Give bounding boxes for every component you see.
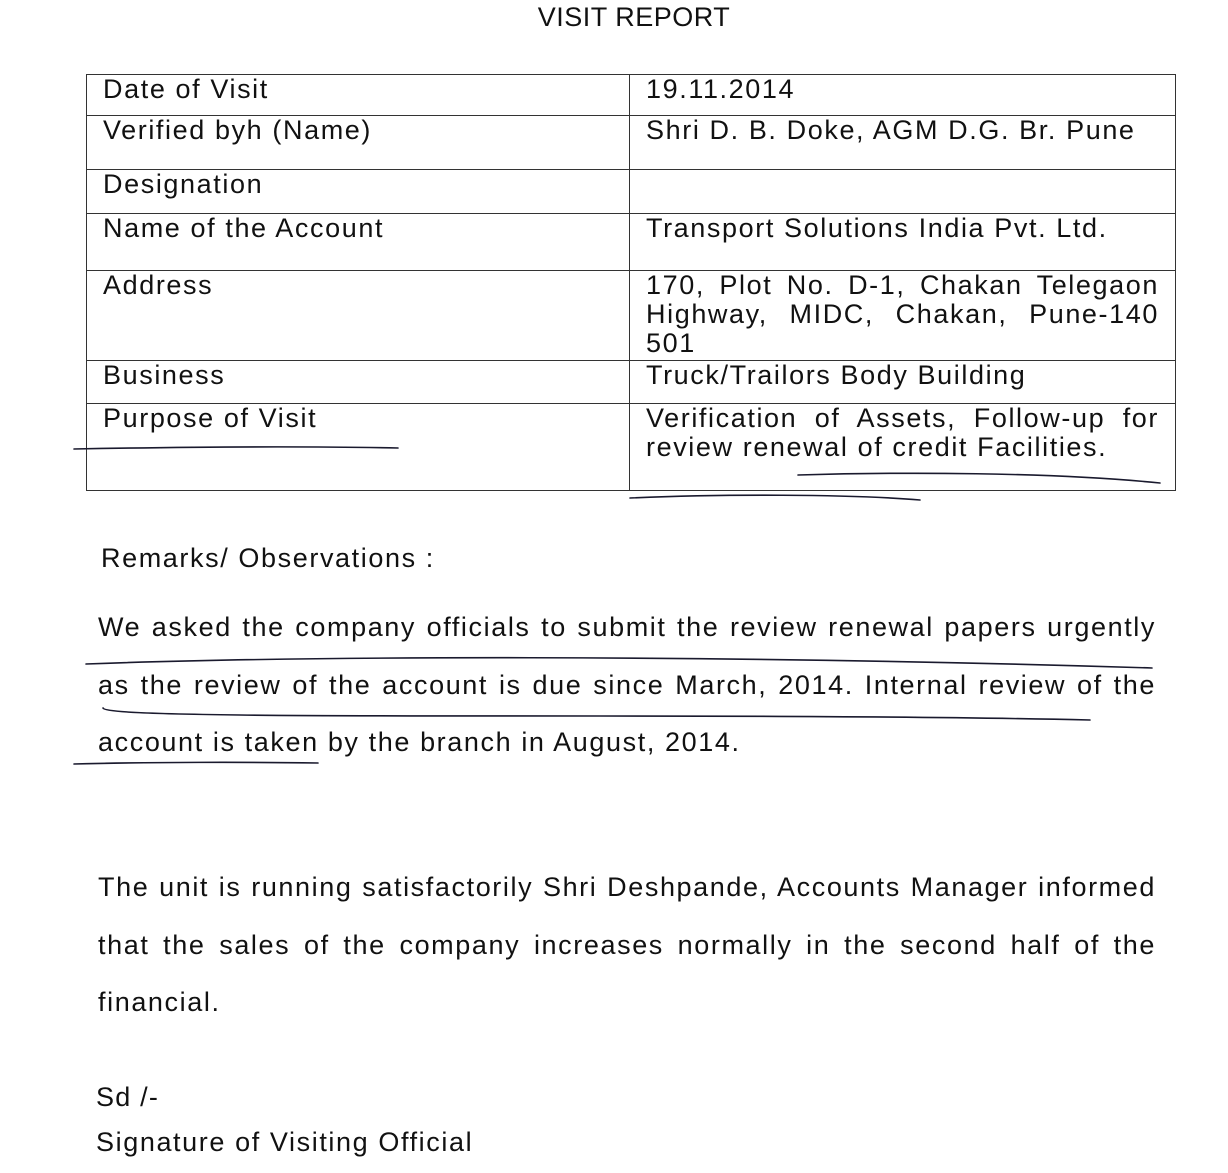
- table-row: [87, 75, 1176, 116]
- account-name-value: Transport Solutions India Pvt. Ltd.: [630, 214, 1176, 271]
- table-row: [87, 271, 1176, 361]
- designation-value: [630, 170, 1176, 214]
- table-row: [87, 116, 1176, 170]
- address-value: 170, Plot No. D-1, Chakan Telegaon Highway, MIDC, Chakan, Pune-140 501: [630, 271, 1176, 361]
- signature-label: Signature of Visiting Official: [96, 1127, 474, 1157]
- remarks-heading: Remarks/ Observations :: [101, 543, 435, 573]
- purpose-value-underline-2: [630, 495, 920, 500]
- purpose-value: Verification of Assets, Follow-up for review renewal of credit Facilities.: [630, 404, 1176, 491]
- visit-details-table: [86, 74, 1176, 491]
- address-label: Address: [87, 271, 630, 361]
- date-of-visit-label: Date of Visit: [87, 75, 630, 116]
- sd-mark: Sd /-: [96, 1082, 160, 1112]
- report-title: VISIT REPORT: [537, 2, 731, 32]
- table-row: [87, 214, 1176, 271]
- designation-label: Designation: [87, 170, 630, 214]
- purpose-label: Purpose of Visit: [87, 404, 630, 491]
- table-row: [87, 404, 1176, 491]
- remarks-paragraph-1: We asked the company officials to submit the review renewal papers urgently as the review of the account is due since March, 2014. Internal review of the account is taken by the branch in August, 2014.: [98, 612, 1156, 757]
- business-label: Business: [87, 361, 630, 404]
- verified-by-value: Shri D. B. Doke, AGM D.G. Br. Pune: [630, 116, 1176, 170]
- account-name-label: Name of the Account: [87, 214, 630, 271]
- table-row: [87, 361, 1176, 404]
- table-row: [87, 170, 1176, 214]
- date-of-visit-value: 19.11.2014: [630, 75, 1176, 116]
- remarks-paragraph-2: The unit is running satisfactorily Shri Deshpande, Accounts Manager informed that the sales of the company increases normally in the second half of the financial.: [98, 872, 1156, 1017]
- verified-by-label: Verified byh (Name): [87, 116, 630, 170]
- business-value: Truck/Trailors Body Building: [630, 361, 1176, 404]
